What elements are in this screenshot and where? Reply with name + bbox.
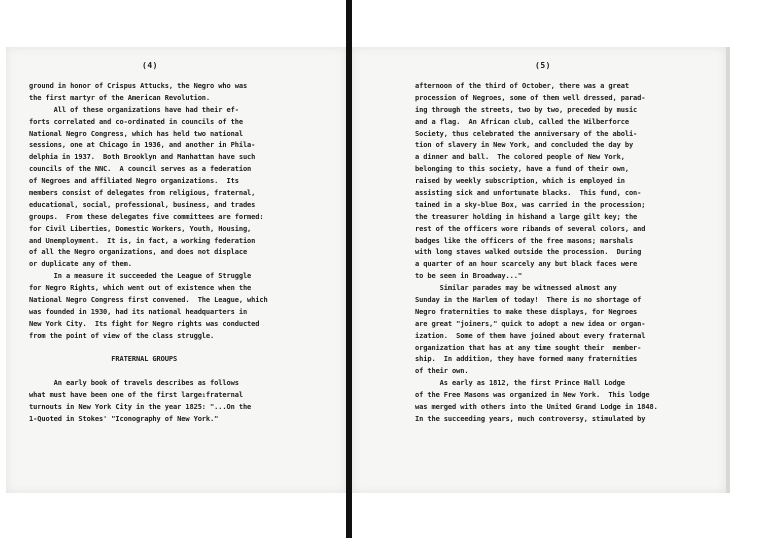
text-line: raised by weekly subscription, which is employed in xyxy=(415,177,625,186)
text-line: was founded in 1930, had its national headquarters in xyxy=(29,307,248,316)
text-line: ing through the streets, two by two, preceded by music xyxy=(415,105,638,114)
page-edge xyxy=(726,47,730,493)
text-line: Negro fraternities to make these displays, for Negroes xyxy=(415,307,638,316)
text-line: of the Free Masons was organized in New York. This lodge xyxy=(415,391,650,400)
text-line: Sunday in the Harlem of today! There is no shortage of xyxy=(415,296,642,305)
text-line: procession of Negroes, some of them well dressed, parad- xyxy=(415,93,646,102)
text-line xyxy=(29,366,268,378)
text-line: of Negroes and affiliated Negro organizations. Its xyxy=(29,177,239,186)
text-line: the treasurer holding in hishand a large gilt key; the xyxy=(415,212,638,221)
text-line: belonging to this society, have a fund of their own, xyxy=(415,165,629,174)
text-line: 1-Quoted in Stokes' "Iconography of New York." xyxy=(29,414,219,423)
text-line: ization. Some of them have joined about every fraternal xyxy=(415,331,646,340)
text-line: National Negro Congress first convened. The League, which xyxy=(29,296,268,305)
text-line: educational, social, professional, business, and trades xyxy=(29,200,256,209)
left-page-text xyxy=(29,81,268,426)
text-line: An early book of travels describes as follows xyxy=(29,379,239,388)
text-line: from the point of view of the class struggle. xyxy=(29,331,215,340)
text-line xyxy=(29,343,268,355)
text-line: In a measure it succeeded the League of Struggle xyxy=(29,272,252,281)
text-line: New York City. Its fight for Negro rights was conducted xyxy=(29,319,260,328)
text-line: was merged with others into the United Grand Lodge in 1848. xyxy=(415,403,658,412)
text-line: ground in honor of Crispus Attucks, the Negro who was xyxy=(29,82,248,90)
text-line: badges like the officers of the free masons; marshals xyxy=(415,236,634,245)
text-line: assisting sick and unfortunate blacks. This fund, con- xyxy=(415,189,642,198)
text-line: forts correlated and co-ordinated in councils of the xyxy=(29,117,243,126)
text-line: to be seen in Broadway..." xyxy=(415,272,522,281)
text-line: FRATERNAL GROUPS xyxy=(29,355,178,364)
text-line: the first martyr of the American Revolution. xyxy=(29,93,211,102)
text-line: of their own. xyxy=(415,367,469,376)
text-line: are great "joiners," quick to adopt a new idea or organ- xyxy=(415,319,646,328)
text-line: for Negro Rights, which went out of existence when the xyxy=(29,284,252,293)
right-page-number: (5) xyxy=(535,61,551,70)
text-line: National Negro Congress, which has held two national xyxy=(29,129,243,138)
right-page-text xyxy=(415,81,658,426)
text-line: councils of the NNC. A council serves as a federation xyxy=(29,165,252,174)
text-line: tion of slavery in New York, and concluded the day by xyxy=(415,141,634,150)
left-page-number: (4) xyxy=(142,61,158,70)
text-line: In the succeeding years, much controversy, stimulated by xyxy=(415,414,646,423)
text-line: turnouts in New York City in the year 1825: "...On the xyxy=(29,403,252,412)
text-line: a quarter of an hour scarcely any but black faces were xyxy=(415,260,638,269)
text-line: sessions, one at Chicago in 1936, and another in Phila- xyxy=(29,141,256,150)
text-line: Society, thus celebrated the anniversary of the aboli- xyxy=(415,129,638,138)
text-line: As early as 1812, the first Prince Hall Lodge xyxy=(415,379,625,388)
text-line: tained in a sky-blue Box, was carried in the procession; xyxy=(415,200,646,209)
text-line: groups. From these delegates five committees are formed: xyxy=(29,212,264,221)
text-line: delphia in 1937. Both Brooklyn and Manhattan have such xyxy=(29,153,256,162)
text-line: members consist of delegates from religious, fraternal, xyxy=(29,189,256,198)
text-line: of all the Negro organizations, and does not displace xyxy=(29,248,248,257)
text-line: ship. In addition, they have formed many fraternities xyxy=(415,355,638,364)
text-line: a dinner and ball. The colored people of New York, xyxy=(415,153,625,162)
text-line: organization that has at any time sought their member- xyxy=(415,343,642,352)
text-line: what must have been one of the first large₁fraternal xyxy=(29,391,243,400)
text-line: afternoon of the third of October, there was a great xyxy=(415,82,629,90)
left-page xyxy=(6,47,346,493)
right-page xyxy=(352,47,726,493)
text-line: All of these organizations have had their ef- xyxy=(29,105,239,114)
text-line: and a flag. An African club, called the Wilberforce xyxy=(415,117,629,126)
text-line: with long staves walked outside the procession. During xyxy=(415,248,642,257)
text-line: and Unemployment. It is, in fact, a working federation xyxy=(29,236,256,245)
text-line: or duplicate any of them. xyxy=(29,260,132,269)
text-line: rest of the officers wore ribands of several colors, and xyxy=(415,224,646,233)
text-line: Similar parades may be witnessed almost any xyxy=(415,284,617,293)
text-line: for Civil Liberties, Domestic Workers, Youth, Housing, xyxy=(29,224,252,233)
